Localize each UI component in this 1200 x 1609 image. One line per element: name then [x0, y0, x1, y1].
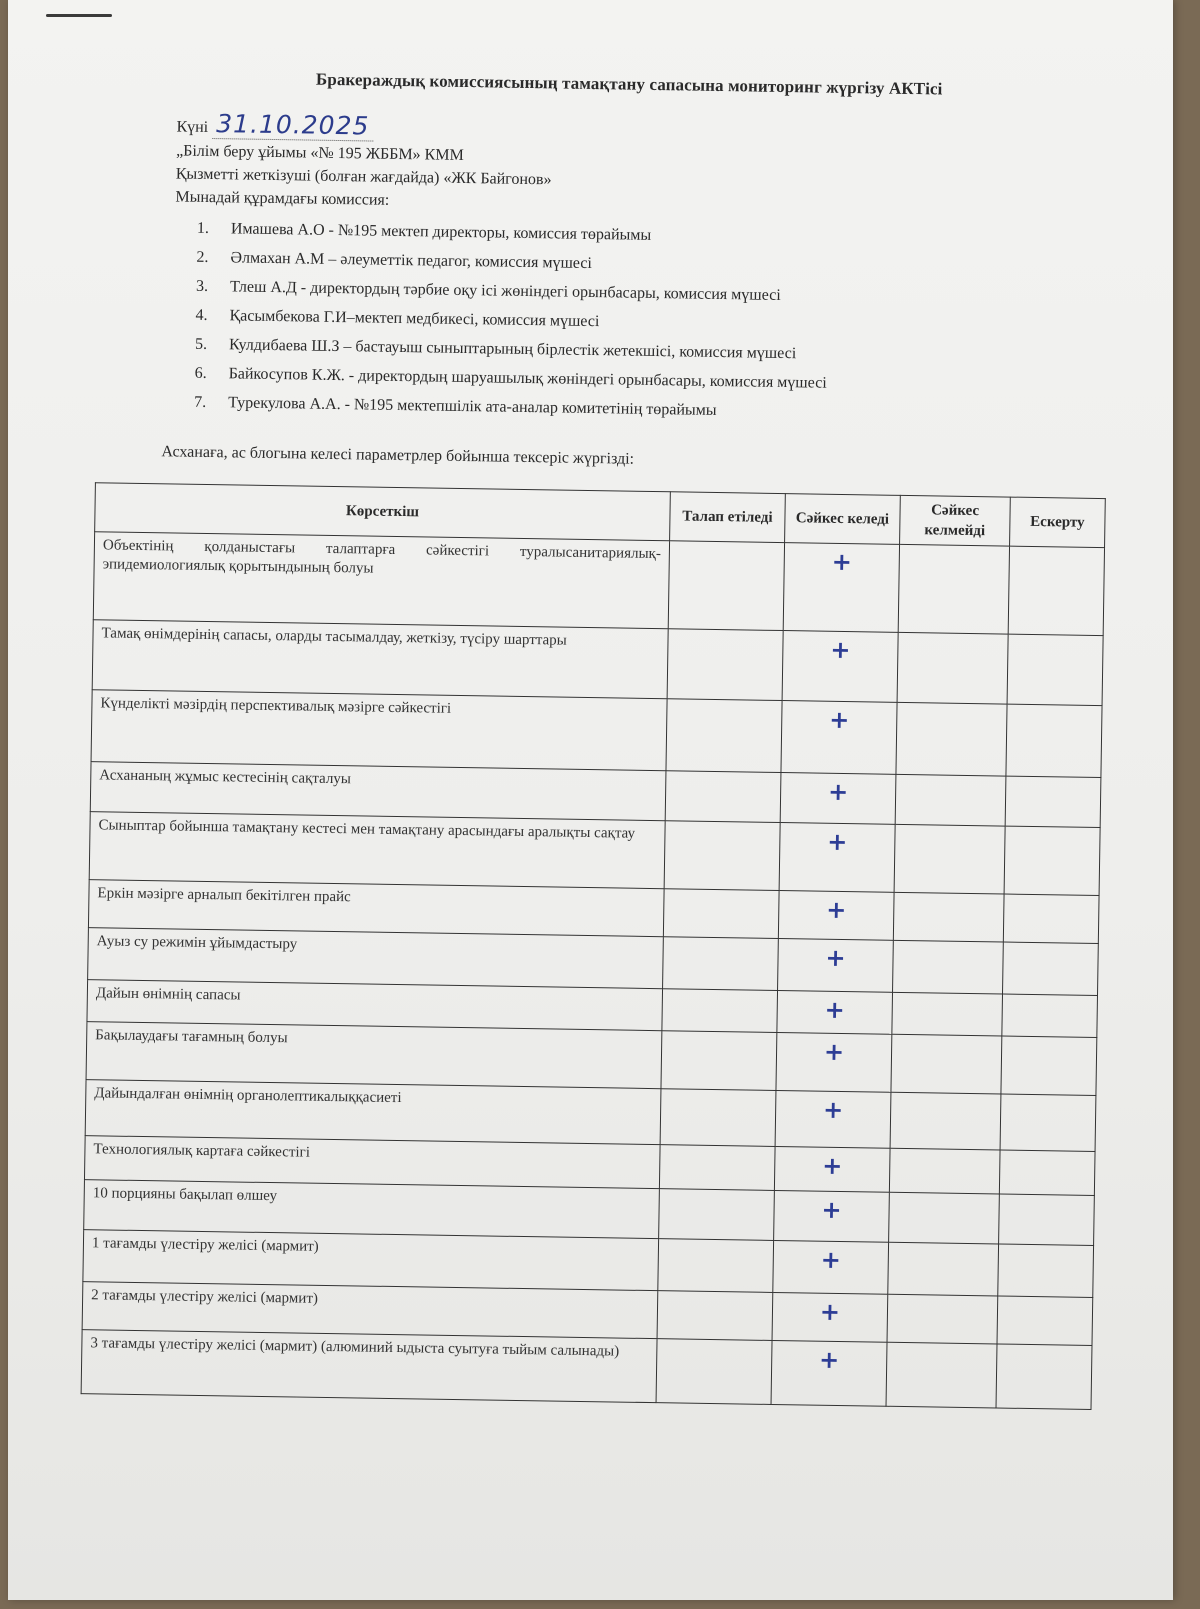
note-cell — [998, 1244, 1094, 1297]
required-cell — [665, 771, 781, 823]
indicator-cell: Сыныптар бойынша тамақтану кестесі мен тамақтану арасындағы аралықты сақтау — [89, 812, 665, 889]
indicator-cell: Асхананың жұмыс кестесінің сақталуы — [90, 762, 666, 821]
required-cell — [657, 1291, 773, 1341]
handwritten-plus-mark: + — [823, 1037, 845, 1067]
required-cell — [659, 1145, 775, 1191]
required-cell — [666, 699, 782, 773]
header-required: Талап етіледі — [670, 492, 786, 543]
indicator-cell: Дайындалған өнімнің органолептикалыққасиеті — [85, 1080, 661, 1145]
complies-cell — [779, 823, 895, 893]
indicator-cell: 1 тағамды үлестіру желісі (мармит) — [83, 1230, 659, 1291]
required-cell — [668, 541, 784, 631]
complies-cell — [782, 631, 898, 703]
member-text: Турекулова А.А. - №195 мектепшілік ата-аналар комитетінің төрайымы — [228, 394, 717, 419]
indicator-cell: Дайын өнімнің сапасы — [87, 980, 663, 1031]
complies-cell — [772, 1292, 888, 1342]
required-cell — [664, 821, 780, 891]
noncompliant-cell — [893, 892, 1004, 942]
member-text: Тлеш А.Д - директордың тәрбие оқу ісі жөніндегі орынбасары, комиссия мүшесі — [229, 278, 781, 304]
member-number: 5. — [194, 335, 208, 353]
supplier-line: Қызметті жеткізуші (болған жағдайда) «ЖК Байгонов» — [175, 165, 552, 189]
indicator-cell: Технологиялық картаға сәйкестігі — [84, 1136, 660, 1189]
required-cell — [659, 1189, 775, 1241]
note-cell — [1006, 704, 1102, 777]
indicator-cell: 10 порцияны бақылап өлшеу — [84, 1180, 660, 1239]
handwritten-plus-mark: + — [824, 995, 845, 1025]
note-cell — [1003, 894, 1099, 943]
indicator-cell: Тамақ өнімдерінің сапасы, оларды тасымалдау, жеткізу, түсіру шарттары — [92, 620, 668, 699]
required-cell — [658, 1239, 774, 1293]
note-cell — [1007, 634, 1103, 705]
required-cell — [660, 1089, 776, 1147]
header-indicator: Көрсеткіш — [95, 483, 671, 541]
handwritten-plus-mark: + — [831, 547, 853, 577]
handwritten-plus-mark: + — [829, 705, 850, 735]
date-value: 31.10.2025 — [212, 109, 374, 142]
note-cell — [1005, 776, 1101, 827]
note-cell — [1008, 546, 1104, 635]
noncompliant-cell — [892, 992, 1003, 1036]
noncompliant-cell — [898, 544, 1009, 634]
noncompliant-cell — [889, 1192, 1000, 1244]
handwritten-plus-mark: + — [827, 827, 848, 857]
noncompliant-cell — [897, 632, 1008, 704]
table-row — [93, 532, 1104, 636]
complies-cell — [778, 939, 894, 993]
noncompliant-cell — [891, 1034, 1002, 1094]
note-cell — [996, 1344, 1092, 1409]
table-body — [81, 532, 1104, 1410]
required-cell — [667, 629, 783, 701]
header-noncompliant: Сәйкес келмейді — [900, 495, 1011, 546]
indicator-cell: 2 тағамды үлестіру желісі (мармит) — [82, 1282, 658, 1339]
indicator-cell: Еркін мәзірге арналып бекітілген прайс — [88, 880, 664, 937]
noncompliant-cell — [889, 1148, 1000, 1194]
complies-cell — [774, 1190, 890, 1242]
handwritten-plus-mark: + — [819, 1297, 841, 1327]
noncompliant-cell — [888, 1242, 999, 1296]
complies-cell — [777, 991, 893, 1035]
complies-cell — [776, 1032, 892, 1092]
handwritten-plus-mark: + — [820, 1245, 842, 1275]
complies-cell — [780, 773, 896, 825]
indicator-cell: 3 тағамды үлестіру желісі (мармит) (алюминий ыдыста суытуға тыйым салынады) — [81, 1330, 657, 1403]
handwritten-plus-mark: + — [818, 1345, 840, 1375]
indicator-cell: Ауыз су режимін ұйымдастыру — [88, 928, 664, 989]
paper-sheet — [8, 0, 1173, 1600]
member-number: 7. — [194, 393, 207, 411]
member-number: 1. — [196, 219, 210, 237]
indicator-cell: Объектінің қолданыстағы талаптарға сәйкестігі туралысанитариялық-эпидемиологиялық қорытындының болуы — [93, 532, 669, 629]
handwritten-plus-mark: + — [821, 1195, 842, 1225]
noncompliant-cell — [890, 1092, 1001, 1150]
header-note: Ескерту — [1010, 497, 1106, 547]
handwritten-plus-mark: + — [827, 777, 849, 807]
complies-cell — [783, 543, 899, 633]
note-cell — [1004, 826, 1100, 895]
required-cell — [656, 1339, 772, 1405]
required-cell — [661, 1031, 777, 1091]
date-line — [176, 108, 373, 140]
member-text: Әлмахан А.М – әлеуметтік педагог, комиссия мүшесі — [230, 249, 593, 272]
member-text: Қасымбекова Г.И–мектеп медбикесі, комиссия мүшесі — [229, 307, 600, 331]
member-text: Кулдибаева Ш.З – бастауыш сыныптарының бірлестік жетекшісі, комиссия мүшесі — [228, 336, 797, 363]
required-cell — [663, 889, 779, 939]
handwritten-plus-mark: + — [826, 895, 847, 925]
header-complies: Сәйкес келеді — [785, 494, 901, 545]
noncompliant-cell — [886, 1342, 997, 1408]
noncompliant-cell — [894, 824, 1005, 894]
organization-line: „Білім беру ұйымы «№ 195 ЖББМ» КММ — [176, 142, 464, 164]
complies-cell — [773, 1240, 889, 1294]
handwritten-plus-mark: + — [830, 635, 851, 665]
member-number: 6. — [194, 364, 207, 382]
inspection-table — [81, 482, 1106, 1410]
indicator-cell: Бақылаудағы тағамның болуы — [86, 1022, 662, 1089]
note-cell — [1000, 1094, 1096, 1151]
commission-members-list — [194, 214, 829, 427]
handwritten-plus-mark: + — [822, 1095, 844, 1125]
indicator-cell: Күнделікті мәзірдің перспективалық мәзірге сәйкестігі — [91, 690, 667, 771]
noncompliant-cell — [887, 1294, 998, 1344]
complies-cell — [781, 701, 897, 775]
note-cell — [1002, 994, 1098, 1037]
member-number: 3. — [195, 277, 209, 295]
handwritten-plus-mark: + — [825, 943, 846, 973]
complies-cell — [771, 1340, 887, 1406]
noncompliant-cell — [895, 774, 1006, 826]
complies-cell — [778, 891, 894, 941]
noncompliant-cell — [896, 702, 1007, 776]
inspection-intro: Асханаға, ас блогына келесі параметрлер бойынша тексеріс жүргізді: — [161, 443, 635, 468]
noncompliant-cell — [893, 940, 1004, 994]
member-text: Байкосупов К.Ж. - директордың шаруашылық жөніндегі орынбасары, комиссия мүшесі — [228, 365, 827, 392]
member-number: 4. — [195, 306, 208, 324]
required-cell — [662, 989, 778, 1033]
required-cell — [663, 937, 779, 991]
note-cell — [997, 1296, 1093, 1345]
note-cell — [999, 1194, 1095, 1245]
complies-cell — [774, 1146, 890, 1192]
member-number: 2. — [196, 248, 209, 266]
document-title: Бракераждық комиссиясының тамақтану сапасына мониторинг жүргізу АКТісі — [315, 69, 943, 99]
date-label: Күні — [176, 118, 209, 136]
handwritten-plus-mark: + — [822, 1151, 843, 1181]
note-cell — [1003, 942, 1099, 995]
note-cell — [999, 1150, 1095, 1195]
commission-line: Мынадай құрамдағы комиссия: — [175, 188, 390, 209]
complies-cell — [775, 1090, 891, 1148]
member-text: Имашева А.О - №195 мектеп директоры, комиссия төрайымы — [230, 220, 652, 244]
note-cell — [1001, 1036, 1097, 1095]
